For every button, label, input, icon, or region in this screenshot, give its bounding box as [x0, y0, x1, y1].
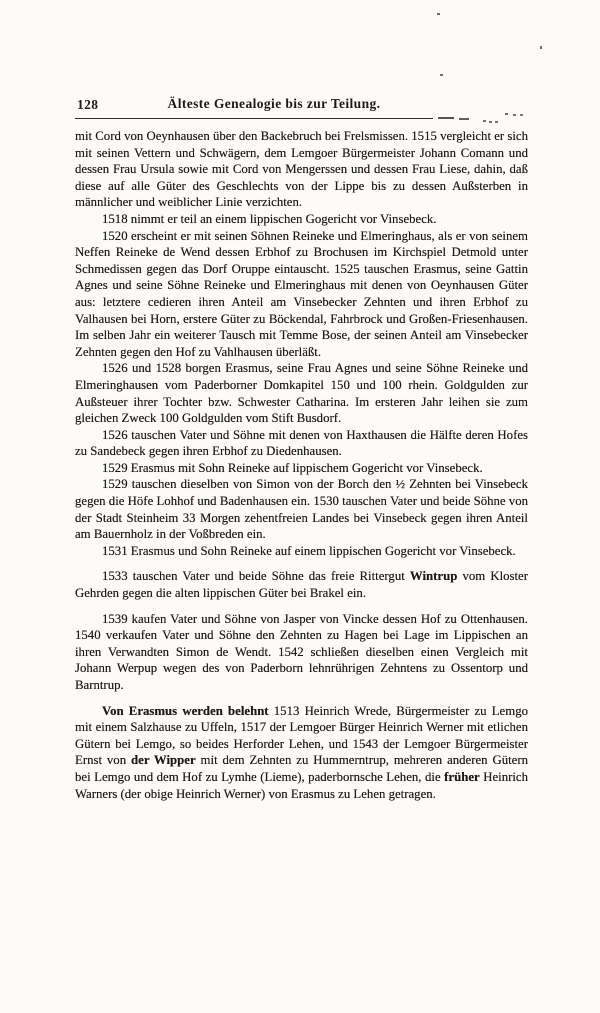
body-text: 1518 nimmt er teil an einem lippischen Gogericht vor Vinsebeck.	[102, 211, 437, 226]
paragraph	[75, 427, 528, 460]
body-text: 1529 tauschen dieselben von Simon von der Borch den ½ Zehnten bei Vinsebeck gegen die Höfe Lohhof und Badenhausen ein. 1530 tauschen Vater und beide Söhne von der Stadt Steinheim 33 Morgen zehentfreien Landes bei Vinsebeck gegen ihren Anteil am Bauernholz in der Voßbreden ein.	[75, 477, 528, 542]
emphasized-text: der Wipper	[131, 753, 196, 768]
paragraph	[75, 476, 528, 542]
body-text: 1539 kaufen Vater und Söhne von Jasper von Vincke dessen Hof zu Ottenhausen. 1540 verkaufen Vater und Söhne den Zehnten zu Hagen bei Lage im Lippischen an ihren Verwandten Simon de Wendt. 1542 schließen dieselben einen Vergleich mit Johann Werpup wegen des von Paderborn lehnrührigen Zehntens zu Ossentorp und Barntrup.	[75, 611, 528, 692]
body-text: 1533 tauschen Vater und beide Söhne das freie Rittergut	[102, 569, 410, 584]
paragraph	[75, 360, 528, 426]
body-text: mit dem Zehnten zu Hummerntrup, mehreren anderen Gütern bei Lemgo und dem Hof zu Lymhe (Lieme), paderbornsche Lehen, die	[75, 753, 528, 784]
scan-artifact	[440, 74, 443, 76]
body-text: 1526 tauschen Vater und Söhne mit denen von Haxthausen die Hälfte deren Hofes zu Sandebeck gegen ihren Erbhof zu Diedenhausen.	[75, 427, 528, 459]
emphasized-text: früher	[444, 769, 480, 784]
paragraph	[75, 611, 528, 694]
body-text: mit Cord von Oeynhausen über den Backebruch bei Frelsmissen. 1515 vergleicht er sich mit seinen Vettern und Schwägern, dem Lemgoer Bürgermeister Johann Comann und dessen Frau Ursula sowie mit Cord von Mengerssen und dessen Frau Liese, dahin, daß diese auf alle Güter des Geschlechts von der Lippe bis zu dessen Außsterben in männlicher und weiblicher Linie verzichten.	[75, 129, 528, 210]
body-text: 1520 erscheint er mit seinen Söhnen Reineke und Elmeringhaus, als er von seinem Neffen Reineke de Wend dessen Erbhof zu Brochusen im Kirchspiel Detmold unter Schmedissen gegen das Dorf Oruppe eintauscht. 1525 tauschen Erasmus, seine Gattin Agnes und seine Söhne Reineke und Elmeringhaus mit denen von Oeynhausen Güter aus: letztere cedieren ihren Anteil am Vinsebecker Zehnten und ihren Erbhof zu Valhausen bei Horn, erstere Güter zu Böckendal, Fahrbrock und Großen-Friesenhausen. Im selben Jahr ein weiterer Tausch mit Temme Bose, der seinen Anteil am Vinsebecker Zehnten gegen den Hof zu Vahlhausen überläßt.	[75, 228, 528, 359]
paragraph	[75, 128, 528, 211]
body-text: vom Kloster Gehrden gegen die alten lippischen Güter bei Brakel ein.	[75, 569, 528, 601]
page-title: Älteste Genealogie bis zur Teilung.	[167, 96, 381, 111]
running-header	[75, 96, 433, 119]
body-text: 1513 Heinrich Wrede, Bürgermeister zu Lemgo mit einem Salzhause zu Uffeln, 1517 der Lemgoer Bürger Heinrich Werner mit etlichen Gütern bei Lemgo, so beides Herforder Lehen, und 1543 der Lemgoer Bürgermeister Ernst von	[75, 703, 528, 768]
body-text: 1531 Erasmus und Sohn Reineke auf einem lippischen Gogericht vor Vinsebeck.	[102, 543, 516, 558]
page-body	[75, 128, 528, 802]
scan-artifact	[505, 113, 508, 115]
scan-artifact	[495, 121, 498, 123]
scan-artifact	[513, 114, 516, 116]
body-text: 1529 Erasmus mit Sohn Reineke auf lippischem Gogericht vor Vinsebeck.	[102, 460, 483, 475]
scan-artifact	[520, 114, 523, 116]
scan-artifact	[489, 121, 492, 123]
paragraph	[75, 568, 528, 601]
scan-artifact	[540, 46, 542, 49]
page-number: 128	[77, 97, 99, 112]
paragraph	[75, 211, 528, 228]
paragraph	[75, 703, 528, 803]
paragraph	[75, 460, 528, 477]
paragraph	[75, 228, 528, 361]
emphasized-text: Von Erasmus werden belehnt	[102, 703, 269, 718]
body-text: Heinrich Warners (der obige Heinrich Werner) von Erasmus zu Lehen getragen.	[75, 769, 528, 801]
paragraph	[75, 543, 528, 560]
scan-artifact	[459, 118, 469, 120]
body-text: 1526 und 1528 borgen Erasmus, seine Frau Agnes und seine Söhne Reineke und Elmeringhausen vom Paderborner Domkapitel 150 und 100 rhein. Goldgulden zur Außsteuer ihrer Tochter bzw. Schwester Catharina. Im ersteren Jahr leihen sie zum gleichen Zweck 100 Goldgulden vom Stift Busdorf.	[75, 361, 528, 426]
scan-artifact	[437, 13, 440, 15]
emphasized-text: Wintrup	[409, 569, 458, 584]
scan-artifact	[438, 117, 454, 119]
scan-artifact	[483, 120, 486, 122]
